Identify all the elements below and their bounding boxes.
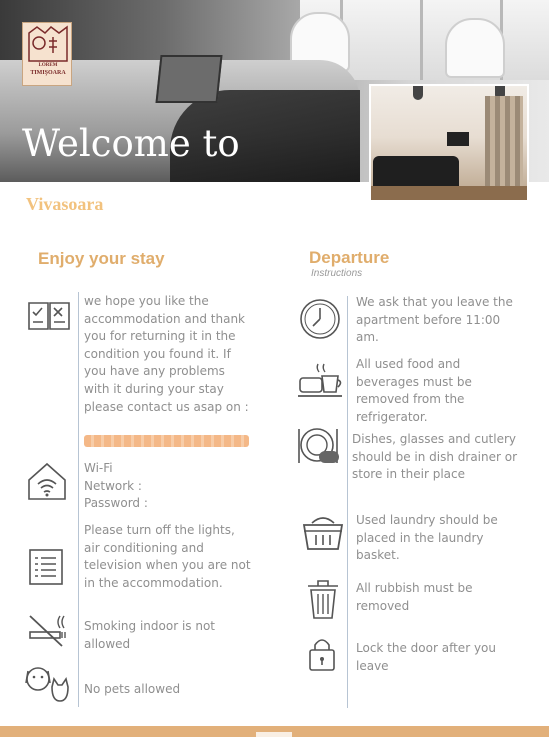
dishes-icon	[297, 423, 343, 474]
turn-off-text: Please turn off the lights, air conditioning and television when you are not in the accommodation.	[84, 523, 251, 590]
laptop-image	[155, 55, 222, 103]
home-wifi-icon	[26, 460, 68, 507]
food-text: All used food and beverages must be removed from the refrigerator.	[356, 357, 472, 424]
food-container-icon	[296, 360, 344, 407]
leave-time-text: We ask that you leave the apartment before 11:00 am.	[356, 295, 513, 345]
clipboard-list-icon	[28, 548, 64, 591]
logo-city-text: TIMIŞOARA	[30, 70, 66, 76]
rubbish-text: All rubbish must be removed	[356, 581, 473, 613]
pets-icon	[24, 663, 70, 708]
no-smoking-icon	[26, 612, 68, 653]
left-divider	[78, 292, 79, 707]
clock-icon	[299, 298, 341, 345]
laundry-basket-icon	[302, 513, 344, 556]
padlock-icon	[308, 636, 336, 677]
chair-image	[445, 18, 505, 78]
departure-heading: Departure	[309, 248, 390, 267]
wifi-info-text: Wi-Fi Network : Password :	[84, 461, 148, 511]
stay-note-text: we hope you like the accommodation and thank you for returning it in the condition you found it. If you have any problems with it during your stay please contact us asap on :	[84, 294, 249, 414]
contact-phone-redacted	[84, 435, 249, 447]
pets-text: No pets allowed	[84, 682, 181, 696]
lock-door-text: Lock the door after you leave	[356, 641, 496, 673]
laundry-text: Used laundry should be placed in the laundry basket.	[356, 513, 498, 563]
dishes-text: Dishes, glasses and cutlery should be in dish drainer or store in their place	[352, 432, 518, 482]
smoking-text: Smoking indoor is not allowed	[84, 619, 216, 651]
checklist-book-icon	[27, 300, 71, 337]
instructions-subheading: Instructions	[311, 268, 363, 279]
trash-bin-icon	[306, 578, 340, 625]
logo-small-text: LOREM	[38, 63, 58, 68]
right-divider	[347, 296, 348, 708]
enjoy-heading: Enjoy your stay	[38, 249, 165, 268]
living-room-photo	[369, 84, 529, 202]
city-logo	[22, 22, 72, 86]
footer-bar	[0, 726, 549, 737]
brand-name: Vivasoara	[26, 194, 104, 214]
welcome-title: Welcome to	[22, 122, 240, 165]
